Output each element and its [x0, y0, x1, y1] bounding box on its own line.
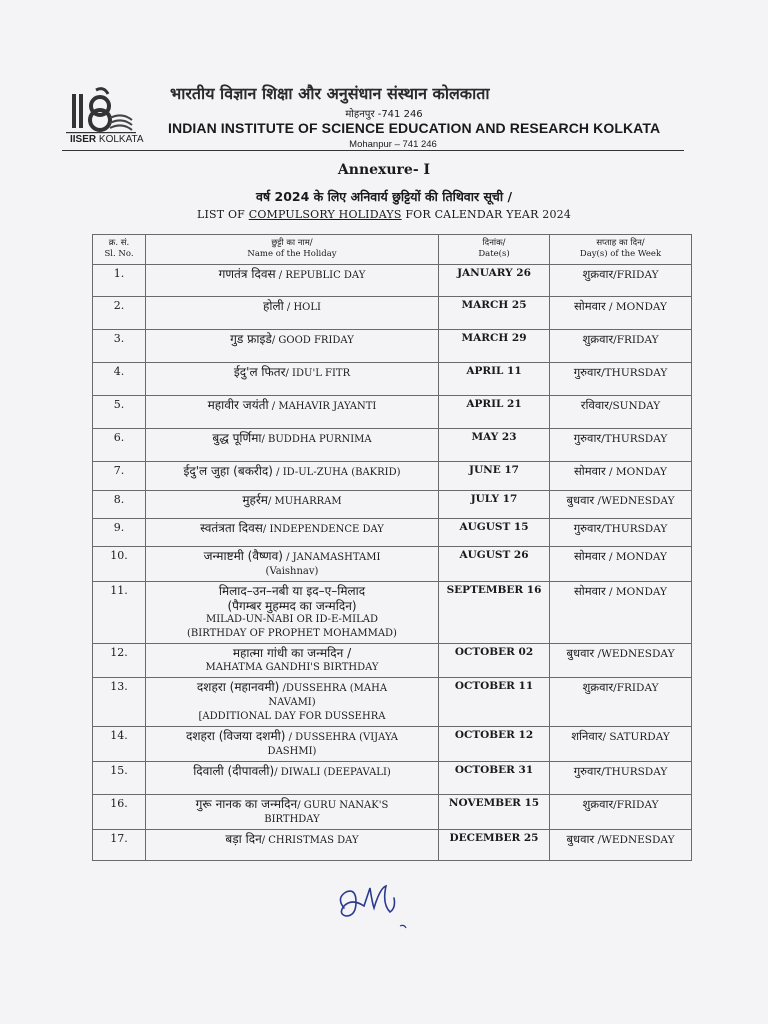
holiday-name-hindi: मिलाद–उन–नबी या इद–ए–मिलाद — [218, 584, 366, 598]
table-row — [93, 462, 692, 491]
day-cell — [550, 396, 692, 429]
holiday-name-hindi: दशहरा (महानवमी) — [196, 680, 280, 694]
holiday-name-cell — [146, 519, 439, 547]
table-row — [93, 429, 692, 462]
holiday-name-cell — [146, 644, 439, 678]
day-hindi: गुरुवार — [573, 431, 602, 445]
day-cell — [550, 830, 692, 861]
day-hindi: गुरुवार — [573, 365, 602, 379]
date-cell: DECEMBER 25 — [439, 830, 550, 861]
sl-no-cell: 9. — [93, 519, 146, 547]
holiday-name-english: / GOOD FRIDAY — [271, 335, 354, 346]
day-english: /WEDNESDAY — [594, 495, 675, 507]
holiday-name-cell — [146, 429, 439, 462]
day-hindi: गुरुवार — [573, 764, 602, 778]
day-cell — [550, 429, 692, 462]
holiday-name-english: / DIWALI (DEEPAVALI) — [274, 767, 391, 778]
day-hindi: शुक्रवार — [582, 797, 614, 811]
day-cell — [550, 795, 692, 830]
sl-no-cell: 11. — [93, 582, 146, 644]
holiday-name-english: / BUDDHA PURNIMA — [261, 434, 372, 445]
day-hindi: रविवार — [580, 398, 609, 412]
sl-no-cell: 7. — [93, 462, 146, 491]
date-cell: MARCH 29 — [439, 330, 550, 363]
holiday-name-english: / GURU NANAK'S — [297, 800, 389, 811]
holiday-name-english-line3: (BIRTHDAY OF PROPHET MOHAMMAD) — [187, 628, 397, 639]
day-english: / SATURDAY — [602, 731, 670, 743]
day-cell — [550, 265, 692, 297]
sl-no-cell: 5. — [93, 396, 146, 429]
holiday-name-hindi: बुद्ध पूर्णिमा — [212, 431, 262, 445]
holiday-name-hindi: बड़ा दिन — [225, 832, 262, 846]
holiday-name-english: /DUSSEHRA (MAHA — [279, 683, 388, 694]
day-english: /THURSDAY — [601, 766, 668, 778]
day-hindi: सोमवार — [574, 549, 606, 563]
day-cell — [550, 330, 692, 363]
sl-no-cell: 14. — [93, 727, 146, 762]
sl-no-cell: 13. — [93, 678, 146, 727]
day-hindi: शनिवार — [571, 729, 603, 743]
date-cell: SEPTEMBER 16 — [439, 582, 550, 644]
date-cell: APRIL 11 — [439, 363, 550, 396]
day-cell — [550, 762, 692, 795]
holiday-name-cell — [146, 363, 439, 396]
signature — [330, 868, 420, 938]
holiday-name-hindi-line2: (पैगम्बर मुहम्मद का जन्मदिन) — [227, 599, 357, 613]
holiday-name-cell — [146, 762, 439, 795]
day-hindi: सोमवार — [574, 584, 606, 598]
holiday-name-hindi: दिवाली (दीपावली) — [193, 764, 275, 778]
holiday-name-english-line2: BIRTHDAY — [264, 814, 320, 825]
day-cell — [550, 491, 692, 519]
day-hindi: सोमवार — [574, 464, 606, 478]
holiday-name-cell — [146, 727, 439, 762]
sl-no-cell: 3. — [93, 330, 146, 363]
holiday-name-english-line2: (Vaishnav) — [265, 566, 319, 577]
holiday-name-hindi: मुहर्रम — [242, 493, 268, 507]
holiday-name-english: / JANAMASHTAMI — [282, 552, 381, 563]
day-cell — [550, 363, 692, 396]
date-cell: JANUARY 26 — [439, 265, 550, 297]
holiday-name-english-line2: DASHMI) — [267, 746, 317, 757]
holiday-name-hindi: ईदु'ल फितर — [233, 365, 286, 379]
table-row — [93, 644, 692, 678]
holiday-name-english-line2: MILAD-UN-NABI OR ID-E-MILAD — [205, 614, 378, 625]
day-english: /FRIDAY — [613, 799, 659, 811]
holiday-name-hindi: गणतंत्र दिवस — [218, 267, 276, 281]
holiday-name-hindi: महावीर जयंती — [207, 398, 269, 412]
table-row — [93, 491, 692, 519]
holiday-name-english: / REPUBLIC DAY — [275, 270, 366, 281]
holiday-name-english: / ID-UL-ZUHA (BAKRID) — [273, 467, 401, 478]
logo-wordmark: IISER KOLKATA — [70, 134, 144, 145]
institute-address-hindi: मोहनपुर -741 246 — [345, 109, 423, 120]
date-cell: OCTOBER 02 — [439, 644, 550, 678]
holiday-name-english-line3: [ADDITIONAL DAY FOR DUSSEHRA — [198, 711, 386, 722]
holiday-name-english: / CHRISTMAS DAY — [261, 835, 359, 846]
holiday-name-cell — [146, 462, 439, 491]
sl-no-cell: 6. — [93, 429, 146, 462]
day-english: /THURSDAY — [601, 367, 668, 379]
sl-no-cell: 1. — [93, 265, 146, 297]
holiday-name-cell — [146, 396, 439, 429]
day-english: /FRIDAY — [613, 682, 659, 694]
date-cell: OCTOBER 12 — [439, 727, 550, 762]
day-hindi: शुक्रवार — [582, 680, 614, 694]
holiday-name-english: / MAHAVIR JAYANTI — [268, 401, 377, 412]
day-cell — [550, 582, 692, 644]
holiday-name-english: / INDEPENDENCE DAY — [262, 524, 384, 535]
day-english: /WEDNESDAY — [594, 834, 675, 846]
date-cell: JULY 17 — [439, 491, 550, 519]
col-date: दिनांक/ Date(s) — [439, 235, 550, 265]
day-english: /FRIDAY — [613, 269, 659, 281]
table-row — [93, 678, 692, 727]
holiday-name-hindi: दशहरा (विजया दशमी) — [185, 729, 286, 743]
day-english: /THURSDAY — [601, 433, 668, 445]
holiday-name-hindi: जन्माष्टमी (वैष्णव) — [203, 549, 283, 563]
day-english: /FRIDAY — [613, 334, 659, 346]
date-cell: NOVEMBER 15 — [439, 795, 550, 830]
holiday-name-english: / DUSSEHRA (VIJAYA — [285, 732, 399, 743]
day-english: /WEDNESDAY — [594, 648, 675, 660]
holiday-name-cell — [146, 330, 439, 363]
date-cell: OCTOBER 31 — [439, 762, 550, 795]
date-cell: MAY 23 — [439, 429, 550, 462]
holiday-name-cell — [146, 582, 439, 644]
table-row — [93, 727, 692, 762]
day-hindi: शुक्रवार — [582, 332, 614, 346]
holiday-table — [92, 234, 692, 861]
holiday-name-cell — [146, 547, 439, 582]
date-cell: AUGUST 15 — [439, 519, 550, 547]
day-english: /THURSDAY — [601, 523, 668, 535]
day-cell — [550, 462, 692, 491]
sl-no-cell: 8. — [93, 491, 146, 519]
day-cell — [550, 644, 692, 678]
holiday-name-cell — [146, 678, 439, 727]
holiday-name-english: / MUHARRAM — [267, 496, 342, 507]
table-row — [93, 762, 692, 795]
holiday-name-cell — [146, 297, 439, 330]
date-cell: APRIL 21 — [439, 396, 550, 429]
table-row — [93, 297, 692, 330]
holiday-name-english: / IDU'L FITR — [285, 368, 351, 379]
header-divider — [62, 150, 684, 151]
list-title-hindi: वर्ष 2024 के लिए अनिवार्य छुट्टियों की तिथिवार सूची / — [255, 189, 513, 204]
sl-no-cell: 12. — [93, 644, 146, 678]
holiday-name-hindi: होली — [263, 299, 284, 313]
holiday-name-hindi: महात्मा गांधी का जन्मदिन / — [232, 646, 352, 660]
day-cell — [550, 547, 692, 582]
institute-address-english: Mohanpur – 741 246 — [349, 139, 437, 150]
sl-no-cell: 17. — [93, 830, 146, 861]
sl-no-cell: 10. — [93, 547, 146, 582]
date-cell: JUNE 17 — [439, 462, 550, 491]
holiday-name-english: / HOLI — [283, 302, 321, 313]
table-header-row — [93, 235, 692, 265]
holiday-name-cell — [146, 491, 439, 519]
table-row — [93, 330, 692, 363]
date-cell: MARCH 25 — [439, 297, 550, 330]
holiday-name-hindi: ईदु'ल जुहा (बकरीद) — [183, 464, 273, 478]
table-row — [93, 396, 692, 429]
col-sl-no: क्र. सं. Sl. No. — [93, 235, 146, 265]
day-cell — [550, 297, 692, 330]
col-day: सप्ताह का दिन/ Day(s) of the Week — [550, 235, 692, 265]
table-row — [93, 519, 692, 547]
day-english: / MONDAY — [605, 586, 667, 598]
holiday-name-hindi: स्वतंत्रता दिवस — [200, 521, 263, 535]
sl-no-cell: 15. — [93, 762, 146, 795]
day-english: /SUNDAY — [608, 400, 661, 412]
institute-name-english: INDIAN INSTITUTE OF SCIENCE EDUCATION AND RESEARCH KOLKATA — [168, 120, 661, 136]
institute-name-hindi: भारतीय विज्ञान शिक्षा और अनुसंधान संस्थान कोलकाता — [170, 84, 490, 103]
day-hindi: शुक्रवार — [582, 267, 614, 281]
sl-no-cell: 16. — [93, 795, 146, 830]
day-english: / MONDAY — [605, 466, 667, 478]
holiday-name-english-line2: NAVAMI) — [268, 697, 316, 708]
list-title-english: LIST OF COMPULSORY HOLIDAYS FOR CALENDAR YEAR 2024 — [196, 208, 572, 221]
day-english: / MONDAY — [605, 551, 667, 563]
day-hindi: सोमवार — [574, 299, 606, 313]
day-hindi: गुरुवार — [573, 521, 602, 535]
table-row — [93, 582, 692, 644]
day-cell — [550, 678, 692, 727]
date-cell: OCTOBER 11 — [439, 678, 550, 727]
date-cell: AUGUST 26 — [439, 547, 550, 582]
holiday-name-cell — [146, 265, 439, 297]
table-row — [93, 363, 692, 396]
day-cell — [550, 727, 692, 762]
holiday-name-hindi: गुरू नानक का जन्मदिन — [195, 797, 298, 811]
table-row — [93, 830, 692, 861]
holiday-name-hindi: गुड फ्राइडे — [230, 332, 272, 346]
day-hindi: बुधवार — [566, 832, 595, 846]
table-row — [93, 265, 692, 297]
col-holiday-name: छुट्टी का नाम/ Name of the Holiday — [146, 235, 439, 265]
sl-no-cell: 2. — [93, 297, 146, 330]
annexure-heading: Annexure- I — [337, 162, 431, 178]
day-cell — [550, 519, 692, 547]
holiday-name-cell — [146, 795, 439, 830]
holiday-name-cell — [146, 830, 439, 861]
holiday-name-english-line2: MAHATMA GANDHI'S BIRTHDAY — [205, 662, 379, 673]
table-row — [93, 795, 692, 830]
day-english: / MONDAY — [605, 301, 667, 313]
table-row — [93, 547, 692, 582]
day-hindi: बुधवार — [566, 646, 595, 660]
sl-no-cell: 4. — [93, 363, 146, 396]
day-hindi: बुधवार — [566, 493, 595, 507]
